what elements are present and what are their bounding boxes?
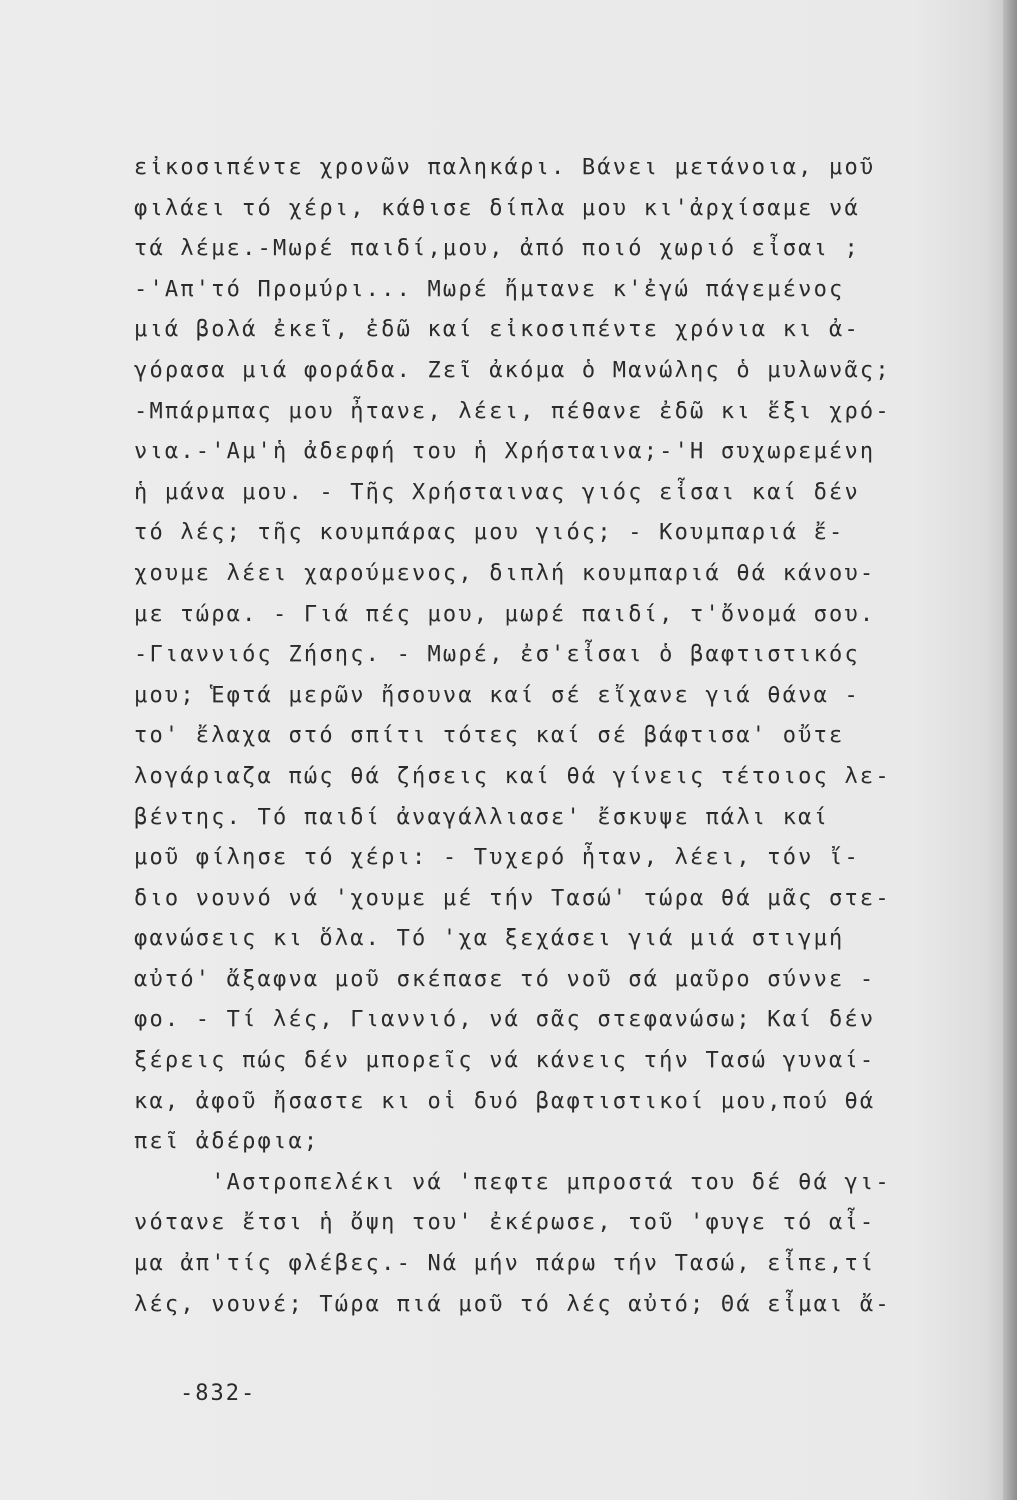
text-line: μα ἀπ'τίς φλέβες.- Νά μήν πάρω τήν Τασώ, εἶπε,τί	[134, 1251, 876, 1277]
text-line: βέντης. Τό παιδί ἀναγάλλιασε' ἔσκυψε πάλι καί	[134, 804, 830, 830]
text-line: αὐτό' ἄξαφνα μοῦ σκέπασε τό νοῦ σά μαῦρο σύννε -	[134, 966, 876, 992]
text-line: 'Αστροπελέκι νά 'πεφτε μπροστά του δέ θά γι-	[134, 1169, 891, 1195]
text-line: -Μπάρμπας μου ἦτανε, λέει, πέθανε ἐδῶ κι ἕξι χρό-	[134, 398, 891, 424]
text-line: -Γιαννιός Ζήσης. - Μωρέ, ἐσ'εἶσαι ὁ βαφτιστικός	[134, 642, 860, 668]
text-line: με τώρα. - Γιά πές μου, μωρέ παιδί, τ'ὄνομά σου.	[134, 601, 876, 627]
text-line: τά λέμε.-Μωρέ παιδί,μου, ἀπό ποιό χωριό εἶσαι ;	[134, 236, 860, 262]
text-line: το' ἔλαχα στό σπίτι τότες καί σέ βάφτισα' οὔτε	[134, 723, 845, 749]
text-line: μιά βολά ἐκεῖ, ἐδῶ καί εἰκοσιπέντε χρόνια κι ἀ-	[134, 317, 860, 343]
text-line: χουμε λέει χαρούμενος, διπλή κουμπαριά θά κάνου-	[134, 560, 876, 586]
text-line: πεῖ ἀδέρφια;	[134, 1129, 320, 1155]
page-number: -832-	[180, 1381, 257, 1406]
body-text	[134, 148, 964, 1325]
text-line: νότανε ἔτσι ἡ ὄψη του' ἐκέρωσε, τοῦ 'φυγε τό αἶ-	[134, 1210, 876, 1236]
text-line: νια.-'Αμ'ἡ ἀδερφή του ἡ Χρήσταινα;-'Η συχωρεμένη	[134, 439, 876, 465]
text-line: φο. - Τί λές, Γιαννιό, νά σᾶς στεφανώσω; Καί δέν	[134, 1007, 876, 1033]
text-line: τό λές; τῆς κουμπάρας μου γιός; - Κουμπαριά ἔ-	[134, 520, 845, 546]
text-line: διο νουνό νά 'χουμε μέ τήν Τασώ' τώρα θά μᾶς στε-	[134, 885, 891, 911]
text-line: -'Απ'τό Προμύρι... Μωρέ ἤμτανε κ'ἐγώ πάγεμένος	[134, 276, 845, 302]
text-line: ἡ μάνα μου. - Τῆς Χρήσταινας γιός εἶσαι καί δέν	[134, 479, 860, 505]
text-line: ξέρεις πώς δέν μπορεῖς νά κάνεις τήν Τασώ γυναί-	[134, 1048, 876, 1074]
text-line: φιλάει τό χέρι, κάθισε δίπλα μου κι'ἀρχίσαμε νά	[134, 195, 860, 221]
text-line: κα, ἀφοῦ ἤσαστε κι οἱ δυό βαφτιστικοί μου,πού θά	[134, 1088, 876, 1114]
text-line: φανώσεις κι ὅλα. Τό 'χα ξεχάσει γιά μιά στιγμή	[134, 926, 845, 952]
text-line: μου; Ἑφτά μερῶν ἤσουνα καί σέ εἴχανε γιά θάνα -	[134, 682, 860, 708]
text-line: λογάριαζα πώς θά ζήσεις καί θά γίνεις τέτοιος λε-	[134, 763, 891, 789]
page-edge-shadow	[1003, 0, 1017, 1500]
text-line: μοῦ φίλησε τό χέρι: - Τυχερό ἦταν, λέει, τόν ἴ-	[134, 845, 860, 871]
text-line: γόρασα μιά φοράδα. Ζεῖ ἀκόμα ὁ Μανώλης ὁ μυλωνᾶς;	[134, 357, 891, 383]
text-line: εἰκοσιπέντε χρονῶν παληκάρι. Βάνει μετάνοια, μοῦ	[134, 155, 876, 180]
text-line: λές, νουνέ; Τώρα πιά μοῦ τό λές αὐτό; Θά εἶμαι ἄ-	[134, 1291, 891, 1317]
